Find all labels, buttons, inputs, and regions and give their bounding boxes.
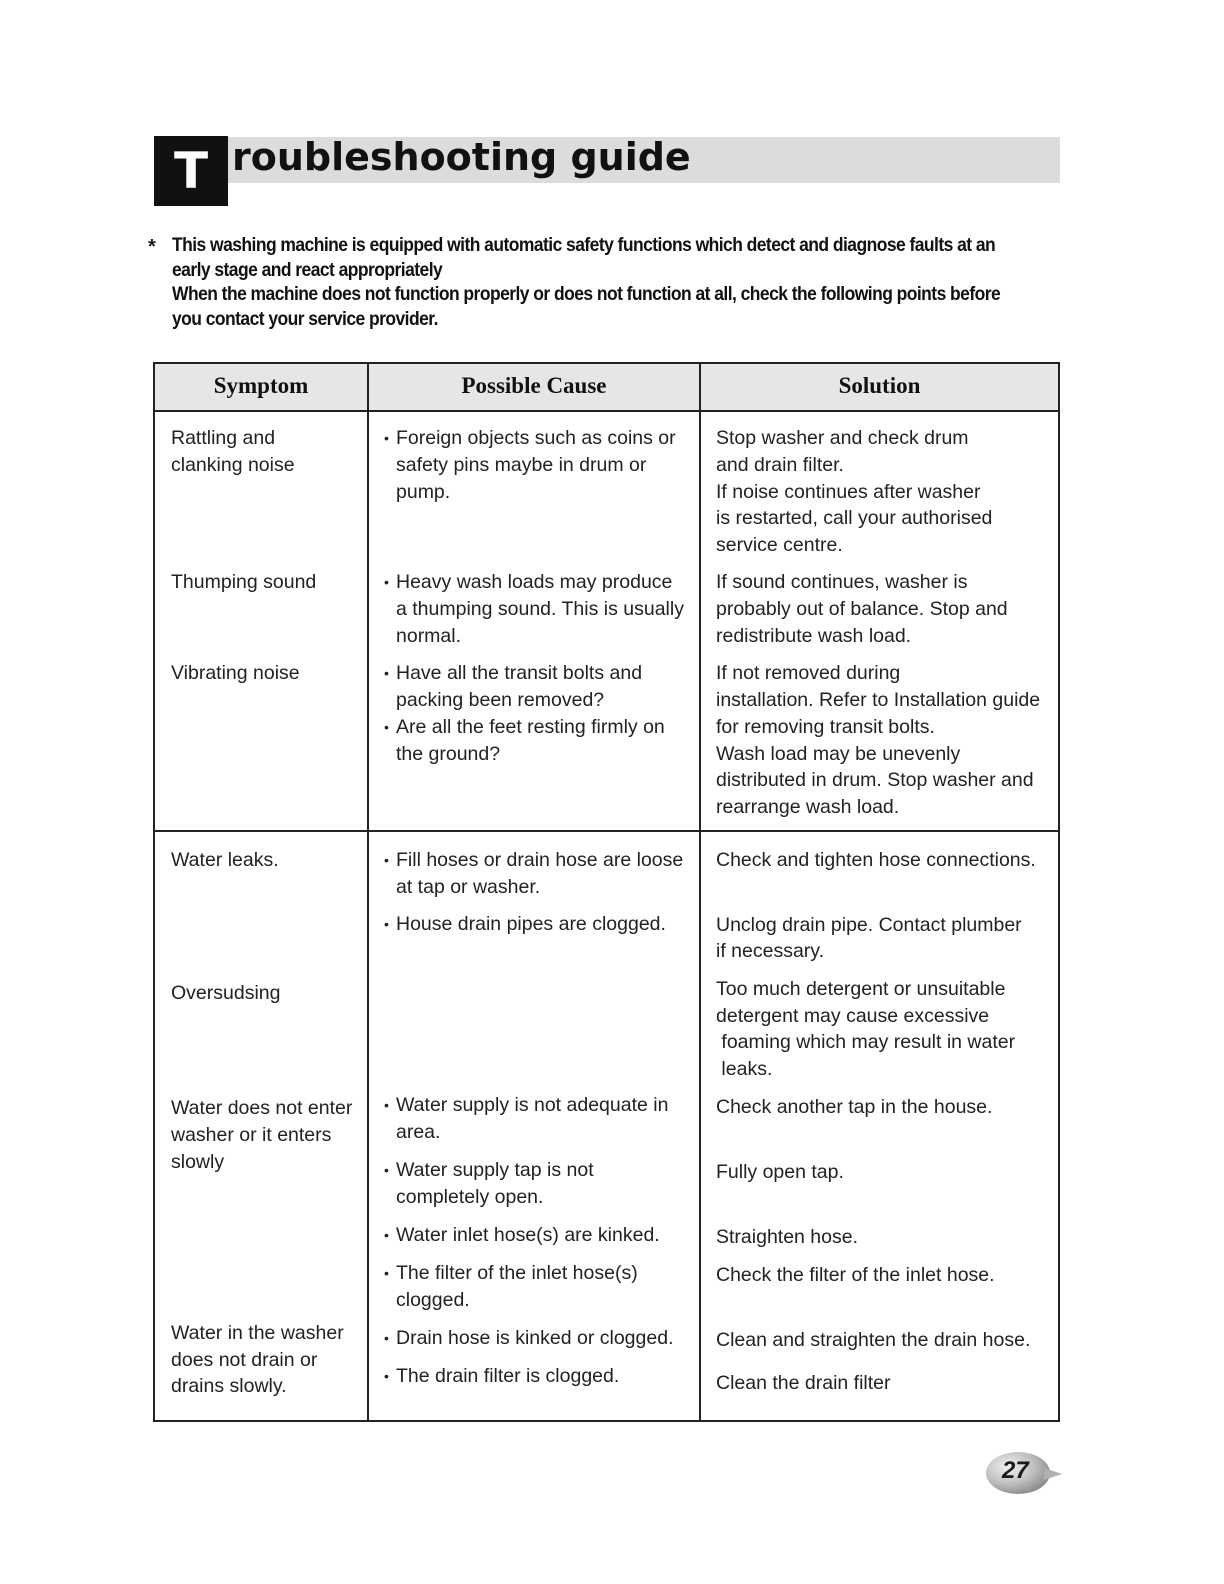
cause-rattling-3: pump. — [396, 481, 451, 503]
solution-rattling-1: Stop washer and check drum — [716, 427, 969, 449]
solution-vibrating-5: distributed in drum. Stop washer and — [716, 769, 1034, 791]
cause-rattling-2: safety pins maybe in drum or — [396, 454, 647, 476]
header-possible-cause: Possible Cause — [461, 373, 607, 398]
solution-rattling-5: service centre. — [716, 534, 843, 556]
cause-leaks-b1: • House drain pipes are clogged. — [384, 911, 666, 938]
symptom-no-water-3: slowly — [171, 1151, 225, 1173]
cause-vibrating-b2: the ground? — [396, 743, 501, 765]
symptom-drain-1: Water in the washer — [171, 1322, 344, 1344]
cause-water-d2: clogged. — [396, 1289, 470, 1311]
symptom-rattling-2: clanking noise — [171, 454, 295, 476]
cause-vibrating-b1: • Are all the feet resting firmly on — [384, 714, 665, 741]
cause-water-d1: • The filter of the inlet hose(s) — [384, 1260, 638, 1287]
cause-drain-b1: • The drain filter is clogged. — [384, 1363, 619, 1390]
solution-leaks-a1: Check and tighten hose connections. — [716, 849, 1036, 871]
page-number: 27 — [1002, 1457, 1029, 1484]
cause-leaks-a2: at tap or washer. — [396, 876, 541, 898]
symptom-no-water-1: Water does not enter — [171, 1097, 353, 1119]
cause-drain-a1: • Drain hose is kinked or clogged. — [384, 1325, 674, 1352]
solution-rattling-2: and drain filter. — [716, 454, 844, 476]
cause-vibrating-a1: • Have all the transit bolts and — [384, 660, 642, 687]
solution-leaks-b1: Unclog drain pipe. Contact plumber — [716, 914, 1022, 936]
title-initial-letter: T — [154, 136, 228, 206]
solution-leaks-b2: if necessary. — [716, 940, 825, 962]
solution-thumping-3: redistribute wash load. — [716, 625, 912, 647]
solution-vibrating-3: for removing transit bolts. — [716, 716, 935, 738]
solution-oversudsing-4: leaks. — [716, 1058, 773, 1080]
cause-water-b2: completely open. — [396, 1186, 544, 1208]
solution-drain-b: Clean the drain filter — [716, 1372, 891, 1394]
cause-thumping-1: • Heavy wash loads may produce — [384, 569, 672, 596]
solution-water-b: Fully open tap. — [716, 1161, 844, 1183]
intro-line-3: When the machine does not function properly or does not function at all, check the following points before — [172, 284, 1001, 305]
solution-thumping-1: If sound continues, washer is — [716, 571, 968, 593]
solution-oversudsing-3: foaming which may result in water — [716, 1031, 1016, 1053]
intro-line-4: you contact your service provider. — [172, 309, 438, 330]
header-solution: Solution — [838, 373, 921, 398]
symptom-rattling-1: Rattling and — [171, 427, 276, 449]
solution-drain-a: Clean and straighten the drain hose. — [716, 1329, 1031, 1351]
solution-vibrating-4: Wash load may be unevenly — [716, 743, 961, 765]
column-divider-1 — [367, 362, 369, 1422]
solution-rattling-3: If noise continues after washer — [716, 481, 981, 503]
page-title: roubleshooting guide — [232, 135, 691, 179]
page-number-badge — [984, 1450, 1064, 1496]
note-asterisk: * — [148, 236, 156, 258]
symptom-no-water-2: washer or it enters — [171, 1124, 332, 1146]
intro-line-2: early stage and react appropriately — [172, 260, 443, 281]
symptom-thumping: Thumping sound — [171, 571, 317, 593]
section-divider — [153, 830, 1060, 832]
symptom-water-leaks: Water leaks. — [171, 849, 279, 871]
cause-water-b1: • Water supply tap is not — [384, 1157, 594, 1184]
header-divider — [153, 410, 1060, 412]
cause-vibrating-a2: packing been removed? — [396, 689, 605, 711]
cause-water-a2: area. — [396, 1121, 441, 1143]
solution-thumping-2: probably out of balance. Stop and — [716, 598, 1008, 620]
cause-water-a1: • Water supply is not adequate in — [384, 1092, 668, 1119]
solution-rattling-4: is restarted, call your authorised — [716, 507, 993, 529]
symptom-drain-2: does not drain or — [171, 1349, 318, 1371]
solution-water-c: Straighten hose. — [716, 1226, 859, 1248]
cause-thumping-3: normal. — [396, 625, 462, 647]
column-divider-2 — [699, 362, 701, 1422]
cause-leaks-a1: • Fill hoses or drain hose are loose — [384, 847, 683, 874]
cause-water-c1: • Water inlet hose(s) are kinked. — [384, 1222, 660, 1249]
solution-water-d: Check the filter of the inlet hose. — [716, 1264, 995, 1286]
symptom-oversudsing: Oversudsing — [171, 982, 281, 1004]
solution-vibrating-1: If not removed during — [716, 662, 901, 684]
solution-vibrating-6: rearrange wash load. — [716, 796, 900, 818]
cause-thumping-2: a thumping sound. This is usually — [396, 598, 684, 620]
header-symptom: Symptom — [213, 373, 309, 398]
symptom-vibrating: Vibrating noise — [171, 662, 300, 684]
solution-water-a: Check another tap in the house. — [716, 1096, 993, 1118]
solution-vibrating-2: installation. Refer to Installation guide — [716, 689, 1041, 711]
cause-rattling-1: • Foreign objects such as coins or — [384, 425, 676, 452]
intro-line-1: This washing machine is equipped with automatic safety functions which detect and diagnose faults at an — [172, 235, 996, 256]
solution-oversudsing-1: Too much detergent or unsuitable — [716, 978, 1006, 1000]
solution-oversudsing-2: detergent may cause excessive — [716, 1005, 990, 1027]
symptom-drain-3: drains slowly. — [171, 1375, 287, 1397]
